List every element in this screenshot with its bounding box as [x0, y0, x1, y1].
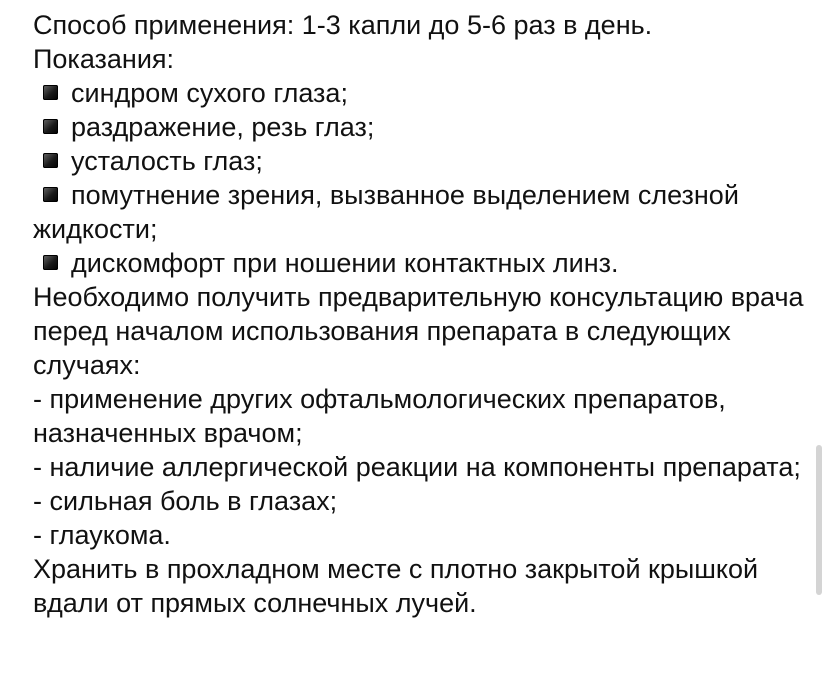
list-item — [33, 178, 808, 246]
case-item: - глаукома. — [33, 520, 171, 550]
square-bullet-icon — [43, 119, 58, 134]
square-bullet-icon — [43, 187, 58, 202]
list-item — [33, 144, 808, 178]
list-item-text: дискомфорт при ношении контактных линз. — [71, 248, 619, 278]
scrollbar-thumb[interactable] — [816, 445, 822, 595]
list-item-text: помутнение зрения, вызванное выделением слезной жидкости; — [33, 180, 739, 244]
storage-note: Хранить в прохладном месте с плотно закрытой крышкой вдали от прямых солнечных лучей. — [33, 554, 759, 618]
case-item: - применение других офтальмологических препаратов, назначенных врачом; — [33, 384, 726, 448]
consultation-intro: Необходимо получить предварительную консультацию врача перед началом использования препарата в следующих случаях: — [33, 282, 804, 380]
list-item — [33, 246, 808, 280]
instructions-text — [33, 8, 808, 620]
square-bullet-icon — [43, 255, 58, 270]
indications-list — [33, 76, 808, 280]
list-item — [33, 110, 808, 144]
list-item-text: раздражение, резь глаз; — [71, 112, 375, 142]
square-bullet-icon — [43, 85, 58, 100]
case-item: - наличие аллергической реакции на компоненты препарата; — [33, 452, 801, 482]
usage-line: Способ применения: 1-3 капли до 5-6 раз в день. — [33, 10, 653, 40]
list-item-text: усталость глаз; — [71, 146, 263, 176]
square-bullet-icon — [43, 153, 58, 168]
list-item — [33, 76, 808, 110]
case-item: - сильная боль в глазах; — [33, 486, 338, 516]
indications-title: Показания: — [33, 44, 175, 74]
list-item-text: синдром сухого глаза; — [71, 78, 348, 108]
